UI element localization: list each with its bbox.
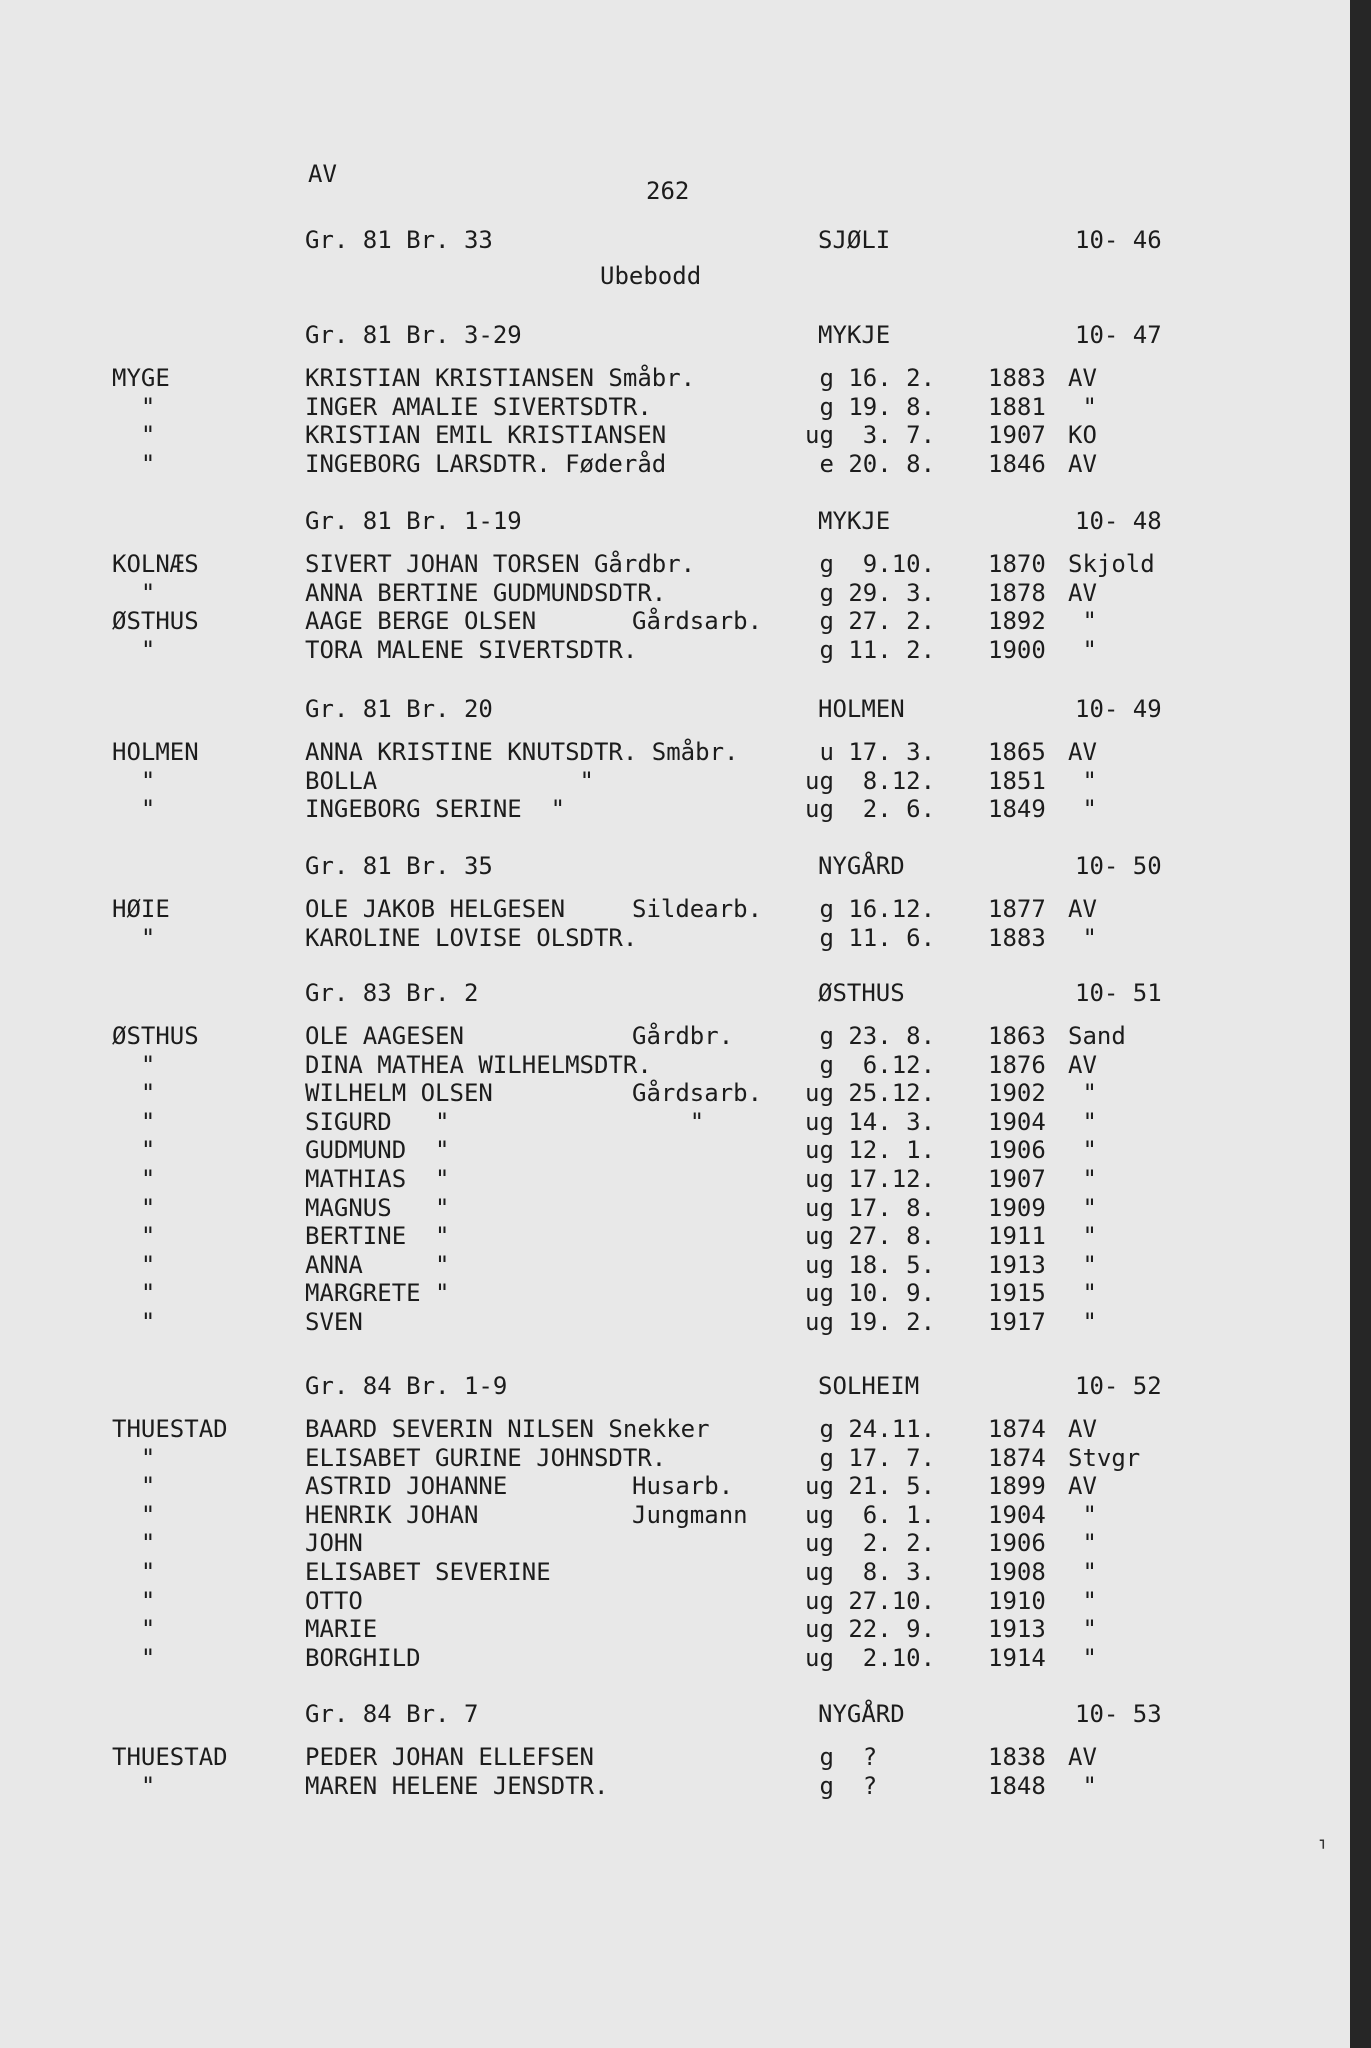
person-row (0, 1051, 1350, 1080)
status-and-birthdate: ug 6. 1. (805, 1500, 936, 1529)
scan-edge (1350, 0, 1371, 2048)
residence: " (112, 923, 156, 952)
status-and-birthdate: ug 27. 8. (805, 1222, 936, 1251)
birthplace: " (1068, 795, 1097, 824)
person-name: SIVERT JOHAN TORSEN Gårdbr. (305, 550, 696, 578)
person-name: PEDER JOHAN ELLEFSEN (305, 1743, 594, 1771)
residence: THUESTAD (112, 1743, 228, 1771)
birthplace: " (1068, 1079, 1097, 1108)
person-row (0, 767, 1350, 796)
residence: " (112, 421, 156, 450)
status-and-birthdate: ug 22. 9. (805, 1615, 936, 1644)
birthplace: " (1068, 392, 1097, 421)
farm-name: MYKJE (818, 321, 891, 349)
status-and-birthdate: ug 2. 2. (805, 1529, 936, 1558)
person-row (0, 1587, 1350, 1616)
residence: " (112, 1079, 156, 1108)
status-and-birthdate: g 9.10. (805, 550, 936, 578)
birth-year: 1908 (988, 1557, 1046, 1586)
record-number: 10- 50 (1075, 852, 1162, 880)
birth-year: 1874 (988, 1443, 1046, 1472)
birth-year: 1900 (988, 635, 1046, 664)
residence: " (112, 1500, 156, 1529)
section-note: Ubebodd (600, 262, 702, 290)
birth-year: 1863 (988, 1022, 1046, 1050)
person-row (0, 636, 1350, 665)
person-row (0, 1165, 1350, 1194)
farm-name: HOLMEN (818, 695, 905, 723)
birth-year: 1915 (988, 1279, 1046, 1308)
person-name: ASTRID JOHANNE (305, 1472, 508, 1501)
status-and-birthdate: ug 8.12. (805, 766, 936, 795)
person-name: MARGRETE " (305, 1279, 450, 1308)
birthplace: AV (1068, 364, 1097, 392)
birthplace: AV (1068, 895, 1097, 923)
person-name: JOHN (305, 1529, 363, 1558)
birth-year: 1848 (988, 1771, 1046, 1800)
birthplace: Sand (1068, 1022, 1126, 1050)
residence: " (112, 392, 156, 421)
status-and-birthdate: e 20. 8. (805, 449, 936, 478)
birth-year: 1902 (988, 1079, 1046, 1108)
birth-year: 1883 (988, 923, 1046, 952)
birthplace: AV (1068, 1050, 1097, 1079)
person-name: ANNA " (305, 1250, 450, 1279)
residence: " (112, 1222, 156, 1251)
person-row (0, 1743, 1350, 1772)
farm-name: NYGÅRD (818, 1700, 905, 1728)
birthplace: " (1068, 1107, 1097, 1136)
person-name: KRISTIAN KRISTIANSEN Småbr. (305, 364, 696, 392)
person-row (0, 1558, 1350, 1587)
person-name: OTTO (305, 1586, 363, 1615)
residence: " (112, 1250, 156, 1279)
person-row (0, 450, 1350, 479)
property-reference: Gr. 81 Br. 35 (305, 852, 493, 880)
status-and-birthdate: ug 17. 8. (805, 1193, 936, 1222)
person-row (0, 1194, 1350, 1223)
residence: " (112, 1586, 156, 1615)
person-name: DINA MATHEA WILHELMSDTR. (305, 1050, 652, 1079)
property-reference: Gr. 84 Br. 7 (305, 1700, 479, 1728)
status-and-birthdate: g 29. 3. (805, 578, 936, 607)
section-header (0, 1700, 1350, 1728)
property-reference: Gr. 81 Br. 33 (305, 226, 493, 254)
birthplace: AV (1068, 1415, 1097, 1443)
status-and-birthdate: ug 2.10. (805, 1643, 936, 1672)
status-and-birthdate: g 16. 2. (805, 364, 936, 392)
person-row (0, 1136, 1350, 1165)
residence: " (112, 1643, 156, 1672)
person-name: GUDMUND " (305, 1136, 450, 1165)
person-row (0, 1415, 1350, 1444)
status-and-birthdate: ug 3. 7. (805, 421, 936, 450)
residence: " (112, 1164, 156, 1193)
property-reference: Gr. 84 Br. 1-9 (305, 1372, 508, 1400)
birth-year: 1907 (988, 1164, 1046, 1193)
birth-year: 1913 (988, 1250, 1046, 1279)
occupation: Gårdsarb. (632, 607, 763, 636)
person-name: OLE JAKOB HELGESEN (305, 895, 566, 923)
birthplace: " (1068, 1307, 1097, 1336)
person-row (0, 1251, 1350, 1280)
birthplace: " (1068, 607, 1097, 636)
property-reference: Gr. 81 Br. 1-19 (305, 507, 522, 535)
birth-year: 1846 (988, 449, 1046, 478)
birthplace: " (1068, 923, 1097, 952)
person-row (0, 607, 1350, 636)
birth-year: 1899 (988, 1472, 1046, 1501)
residence: " (112, 795, 156, 824)
person-row (0, 1444, 1350, 1473)
birth-year: 1917 (988, 1307, 1046, 1336)
section-header (0, 507, 1350, 535)
person-row (0, 550, 1350, 579)
section-header (0, 321, 1350, 349)
person-name: AAGE BERGE OLSEN (305, 607, 537, 636)
section-header (0, 852, 1350, 880)
person-row (0, 1615, 1350, 1644)
residence: THUESTAD (112, 1415, 228, 1443)
person-name: BOLLA " (305, 766, 594, 795)
page-number: 262 (646, 177, 690, 205)
birth-year: 1876 (988, 1050, 1046, 1079)
status-and-birthdate: ug 17.12. (805, 1164, 936, 1193)
residence: " (112, 1279, 156, 1308)
birthplace: AV (1068, 738, 1097, 766)
residence: " (112, 1557, 156, 1586)
person-name: INGER AMALIE SIVERTSDTR. (305, 392, 652, 421)
person-name: MARIE (305, 1615, 378, 1644)
record-number: 10- 53 (1075, 1700, 1162, 1728)
person-row (0, 1222, 1350, 1251)
residence: " (112, 1771, 156, 1800)
status-and-birthdate: ug 27.10. (805, 1586, 936, 1615)
person-name: ELISABET SEVERINE (305, 1557, 551, 1586)
property-reference: Gr. 83 Br. 2 (305, 979, 479, 1007)
household-section (0, 695, 1350, 824)
status-and-birthdate: ug 12. 1. (805, 1136, 936, 1165)
person-name: MATHIAS " (305, 1164, 450, 1193)
birthplace: " (1068, 1164, 1097, 1193)
birth-year: 1914 (988, 1643, 1046, 1672)
residence: ØSTHUS (112, 607, 199, 636)
status-and-birthdate: g 27. 2. (805, 607, 936, 636)
status-and-birthdate: g 6.12. (805, 1050, 936, 1079)
status-and-birthdate: ug 18. 5. (805, 1250, 936, 1279)
birthplace: " (1068, 1615, 1097, 1644)
person-name: MAREN HELENE JENSDTR. (305, 1771, 609, 1800)
birth-year: 1913 (988, 1615, 1046, 1644)
person-name: KAROLINE LOVISE OLSDTR. (305, 923, 638, 952)
person-row (0, 924, 1350, 953)
birth-year: 1906 (988, 1136, 1046, 1165)
person-name: MAGNUS " (305, 1193, 450, 1222)
residence: ØSTHUS (112, 1022, 199, 1050)
household-section (0, 979, 1350, 1337)
birthplace: Skjold (1068, 550, 1155, 578)
birth-year: 1881 (988, 392, 1046, 421)
person-row (0, 1079, 1350, 1108)
residence: HØIE (112, 895, 170, 923)
birthplace: AV (1068, 1472, 1097, 1501)
person-name: SIGURD " (305, 1107, 450, 1136)
status-and-birthdate: ug 21. 5. (805, 1472, 936, 1501)
section-header (0, 979, 1350, 1007)
status-and-birthdate: g ? (805, 1743, 878, 1771)
occupation: Husarb. (632, 1472, 734, 1501)
person-name: OLE AAGESEN (305, 1022, 464, 1050)
person-name: BORGHILD (305, 1643, 421, 1672)
person-row (0, 795, 1350, 824)
person-row (0, 1644, 1350, 1673)
farm-name: SJØLI (818, 226, 891, 254)
household-section (0, 852, 1350, 952)
residence: " (112, 1443, 156, 1472)
status-and-birthdate: g 17. 7. (805, 1443, 936, 1472)
person-row (0, 1279, 1350, 1308)
birthplace: " (1068, 1557, 1097, 1586)
status-and-birthdate: g 19. 8. (805, 392, 936, 421)
person-name: SVEN (305, 1307, 363, 1336)
person-row (0, 579, 1350, 608)
margin-mark: ⌐ (1311, 1838, 1333, 1850)
residence: " (112, 766, 156, 795)
residence: " (112, 1307, 156, 1336)
status-and-birthdate: ug 2. 6. (805, 795, 936, 824)
birthplace: AV (1068, 578, 1097, 607)
status-and-birthdate: g 16.12. (805, 895, 936, 923)
birthplace: " (1068, 1250, 1097, 1279)
occupation: Gårdsarb. (632, 1079, 763, 1108)
status-and-birthdate: u 17. 3. (805, 738, 936, 766)
birth-year: 1909 (988, 1193, 1046, 1222)
residence: " (112, 635, 156, 664)
residence: KOLNÆS (112, 550, 199, 578)
birthplace: " (1068, 1136, 1097, 1165)
person-name: INGEBORG SERINE " (305, 795, 566, 824)
person-row (0, 1501, 1350, 1530)
residence: " (112, 1615, 156, 1644)
birthplace: " (1068, 766, 1097, 795)
birthplace: " (1068, 1771, 1097, 1800)
birth-year: 1838 (988, 1743, 1046, 1771)
birth-year: 1870 (988, 550, 1046, 578)
status-and-birthdate: ug 25.12. (805, 1079, 936, 1108)
residence: " (112, 1193, 156, 1222)
residence: " (112, 1472, 156, 1501)
person-name: TORA MALENE SIVERTSDTR. (305, 635, 638, 664)
record-number: 10- 48 (1075, 507, 1162, 535)
farm-name: NYGÅRD (818, 852, 905, 880)
status-and-birthdate: ug 19. 2. (805, 1307, 936, 1336)
person-row (0, 1108, 1350, 1137)
record-number: 10- 47 (1075, 321, 1162, 349)
birthplace: AV (1068, 449, 1097, 478)
person-name: WILHELM OLSEN (305, 1079, 493, 1108)
farm-name: MYKJE (818, 507, 891, 535)
person-name: KRISTIAN EMIL KRISTIANSEN (305, 421, 667, 450)
property-reference: Gr. 81 Br. 3-29 (305, 321, 522, 349)
person-row (0, 364, 1350, 393)
person-row (0, 1308, 1350, 1337)
residence: " (112, 449, 156, 478)
birth-year: 1851 (988, 766, 1046, 795)
section-header (0, 1372, 1350, 1400)
birthplace: KO (1068, 421, 1097, 450)
status-and-birthdate: g 24.11. (805, 1415, 936, 1443)
record-number: 10- 49 (1075, 695, 1162, 723)
birth-year: 1892 (988, 607, 1046, 636)
record-number: 10- 46 (1075, 226, 1162, 254)
birth-year: 1878 (988, 578, 1046, 607)
section-header (0, 226, 1350, 254)
residence: " (112, 1050, 156, 1079)
person-name: ANNA BERTINE GUDMUNDSDTR. (305, 578, 667, 607)
birth-year: 1907 (988, 421, 1046, 450)
birth-year: 1906 (988, 1529, 1046, 1558)
birth-year: 1849 (988, 795, 1046, 824)
residence: HOLMEN (112, 738, 199, 766)
person-row (0, 1022, 1350, 1051)
status-and-birthdate: g 23. 8. (805, 1022, 936, 1050)
occupation: Jungmann (632, 1500, 748, 1529)
residence: " (112, 1107, 156, 1136)
residence: MYGE (112, 364, 170, 392)
household-section (0, 321, 1350, 478)
household-section (0, 507, 1350, 664)
birth-year: 1904 (988, 1107, 1046, 1136)
household-section (0, 1372, 1350, 1672)
person-name: ELISABET GURINE JOHNSDTR. (305, 1443, 667, 1472)
birth-year: 1874 (988, 1415, 1046, 1443)
residence: " (112, 578, 156, 607)
record-number: 10- 52 (1075, 1372, 1162, 1400)
birth-year: 1877 (988, 895, 1046, 923)
residence: " (112, 1136, 156, 1165)
birth-year: 1911 (988, 1222, 1046, 1251)
birth-year: 1910 (988, 1586, 1046, 1615)
status-and-birthdate: g 11. 6. (805, 923, 936, 952)
birth-year: 1904 (988, 1500, 1046, 1529)
person-row (0, 393, 1350, 422)
birthplace: " (1068, 1500, 1097, 1529)
person-row (0, 1772, 1350, 1801)
occupation: Gårdbr. (632, 1022, 734, 1050)
person-row (0, 895, 1350, 924)
property-reference: Gr. 81 Br. 20 (305, 695, 493, 723)
residence: " (112, 1529, 156, 1558)
birth-year: 1883 (988, 364, 1046, 392)
birthplace: " (1068, 1279, 1097, 1308)
section-header (0, 695, 1350, 723)
household-section (0, 226, 1350, 254)
status-and-birthdate: g ? (805, 1771, 878, 1800)
status-and-birthdate: g 11. 2. (805, 635, 936, 664)
birthplace: " (1068, 1529, 1097, 1558)
birthplace: " (1068, 1222, 1097, 1251)
birthplace: " (1068, 1643, 1097, 1672)
record-number: 10- 51 (1075, 979, 1162, 1007)
occupation: " (632, 1107, 705, 1136)
status-and-birthdate: ug 10. 9. (805, 1279, 936, 1308)
person-name: HENRIK JOHAN (305, 1500, 479, 1529)
birthplace: AV (1068, 1743, 1097, 1771)
person-name: INGEBORG LARSDTR. Føderåd (305, 449, 667, 478)
person-name: BAARD SEVERIN NILSEN Snekker (305, 1415, 710, 1443)
birthplace: " (1068, 1193, 1097, 1222)
farm-name: SOLHEIM (818, 1372, 920, 1400)
birth-year: 1865 (988, 738, 1046, 766)
household-section (0, 1700, 1350, 1800)
person-name: ANNA KRISTINE KNUTSDTR. Småbr. (305, 738, 739, 766)
person-name: BERTINE " (305, 1222, 450, 1251)
person-row (0, 738, 1350, 767)
person-row (0, 421, 1350, 450)
birthplace: " (1068, 635, 1097, 664)
person-row (0, 1529, 1350, 1558)
status-and-birthdate: ug 14. 3. (805, 1107, 936, 1136)
birthplace: Stvgr (1068, 1443, 1141, 1472)
birthplace: " (1068, 1586, 1097, 1615)
person-row (0, 1472, 1350, 1501)
farm-name: ØSTHUS (818, 979, 905, 1007)
top-code: AV (308, 160, 337, 188)
occupation: Sildearb. (632, 895, 763, 923)
status-and-birthdate: ug 8. 3. (805, 1557, 936, 1586)
